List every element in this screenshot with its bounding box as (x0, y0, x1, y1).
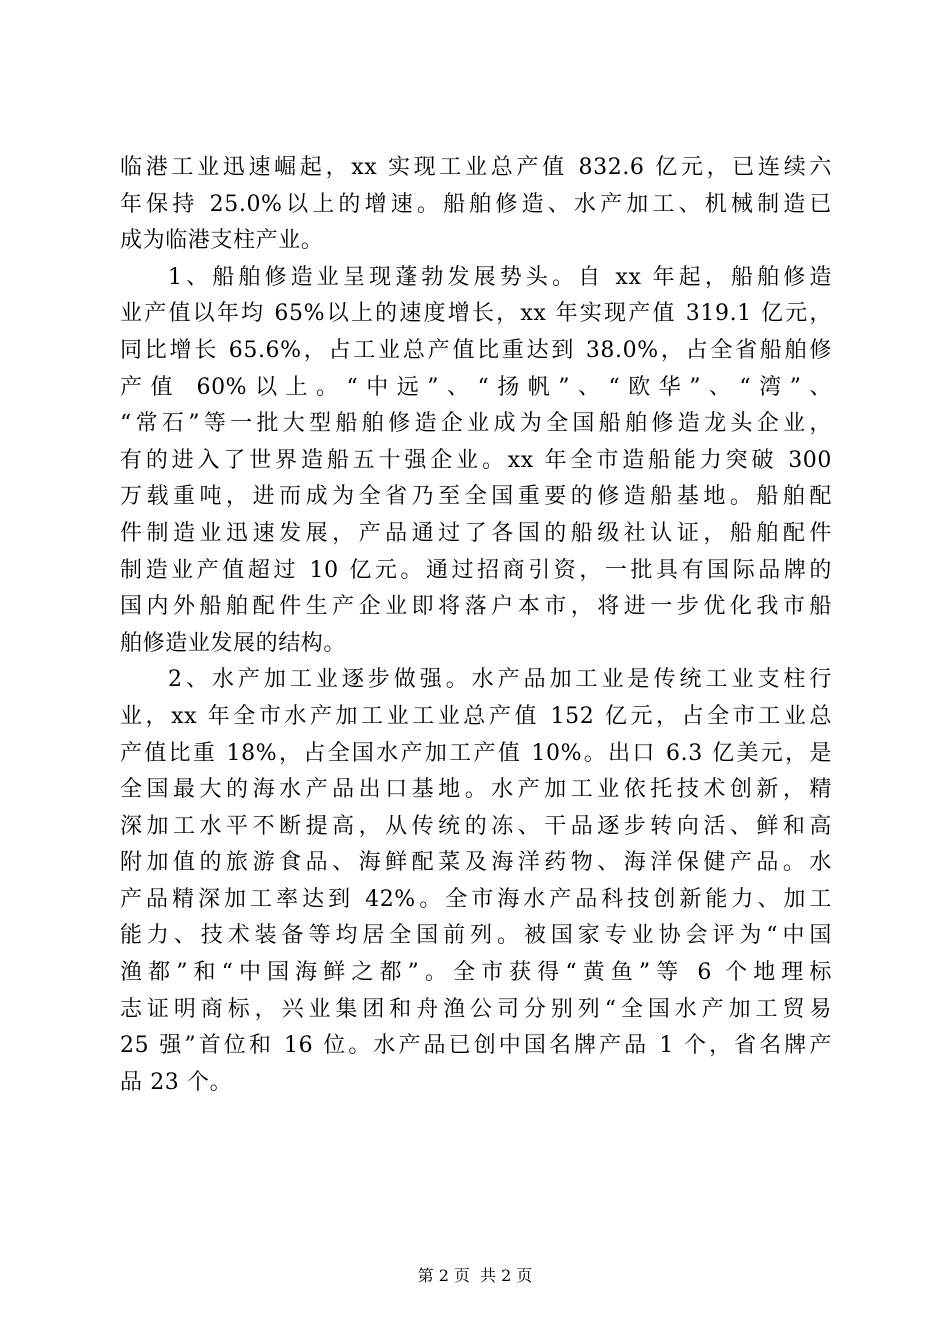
text-line: 1、船舶修造业呈现蓬勃发展势头。自 xx 年起，船舶修造 (168, 264, 832, 290)
text-line: 业，xx 年全市水产加工业工业总产值 152 亿元，占全市工业总 (120, 703, 832, 729)
paragraph (120, 150, 832, 260)
text-line: 产值比重 18%，占全国水产加工产值 10%。出口 6.3 亿美元，是 (120, 740, 832, 766)
text-line: 产品精深加工率达到 42%。全市海水产品科技创新能力、加工 (120, 886, 832, 912)
text-line: 志证明商标，兴业集团和舟渔公司分别列“全国水产加工贸易 (120, 996, 832, 1022)
text-line: “常石”等一批大型船舶修造企业成为全国船舶修造龙头企业， (120, 411, 832, 437)
text-line: 同比增长 65.6%，占工业总产值比重达到 38.0%，占全省船舶修 (120, 337, 832, 363)
text-line: 万载重吨，进而成为全省乃至全国重要的修造船基地。船舶配 (120, 484, 832, 510)
text-line: 产值 60%以上。“中远”、“扬帆”、“欧华”、“湾”、 (120, 374, 832, 400)
paragraph (120, 662, 832, 1101)
text-line: 制造业产值超过 10 亿元。通过招商引资，一批具有国际品牌的 (120, 557, 832, 583)
page-footer (0, 1264, 950, 1288)
text-line: 业产值以年均 65%以上的速度增长，xx 年实现产值 319.1 亿元， (120, 301, 832, 327)
text-line: 件制造业迅速发展，产品通过了各国的船级社认证，船舶配件 (120, 520, 832, 546)
text-line: 临港工业迅速崛起，xx 实现工业总产值 832.6 亿元，已连续六 (120, 155, 832, 180)
text-line: 舶修造业发展的结构。 (120, 630, 347, 656)
text-line: 2、水产加工业逐步做强。水产品加工业是传统工业支柱行 (168, 667, 832, 693)
page-total: 共 2 页 (480, 1266, 533, 1285)
text-line: 国内外船舶配件生产企业即将落户本市，将进一步优化我市船 (120, 594, 832, 620)
text-line: 全国最大的海水产品出口基地。水产加工业依托技术创新，精 (120, 777, 832, 803)
text-line: 品 23 个。 (120, 1069, 233, 1095)
text-line: 附加值的旅游食品、海鲜配菜及海洋药物、海洋保健产品。水 (120, 850, 832, 876)
text-line: 深加工水平不断提高，从传统的冻、干品逐步转向活、鲜和高 (120, 813, 832, 839)
text-line: 有的进入了世界造船五十强企业。xx 年全市造船能力突破 300 (120, 447, 832, 473)
page-number: 第 2 页 (417, 1266, 470, 1285)
paragraph (120, 260, 832, 663)
text-line: 能力、技术装备等均居全国前列。被国家专业协会评为“中国 (120, 923, 832, 949)
document-body (120, 150, 832, 1101)
text-line: 成为临港支柱产业。 (120, 228, 324, 254)
text-line: 25 强”首位和 16 位。水产品已创中国名牌产品 1 个，省名牌产 (120, 1033, 832, 1059)
text-line: 年保持 25.0%以上的增速。船舶修造、水产加工、机械制造已 (120, 191, 832, 217)
text-line: 渔都”和“中国海鲜之都”。全市获得“黄鱼”等 6 个地理标 (120, 960, 832, 986)
